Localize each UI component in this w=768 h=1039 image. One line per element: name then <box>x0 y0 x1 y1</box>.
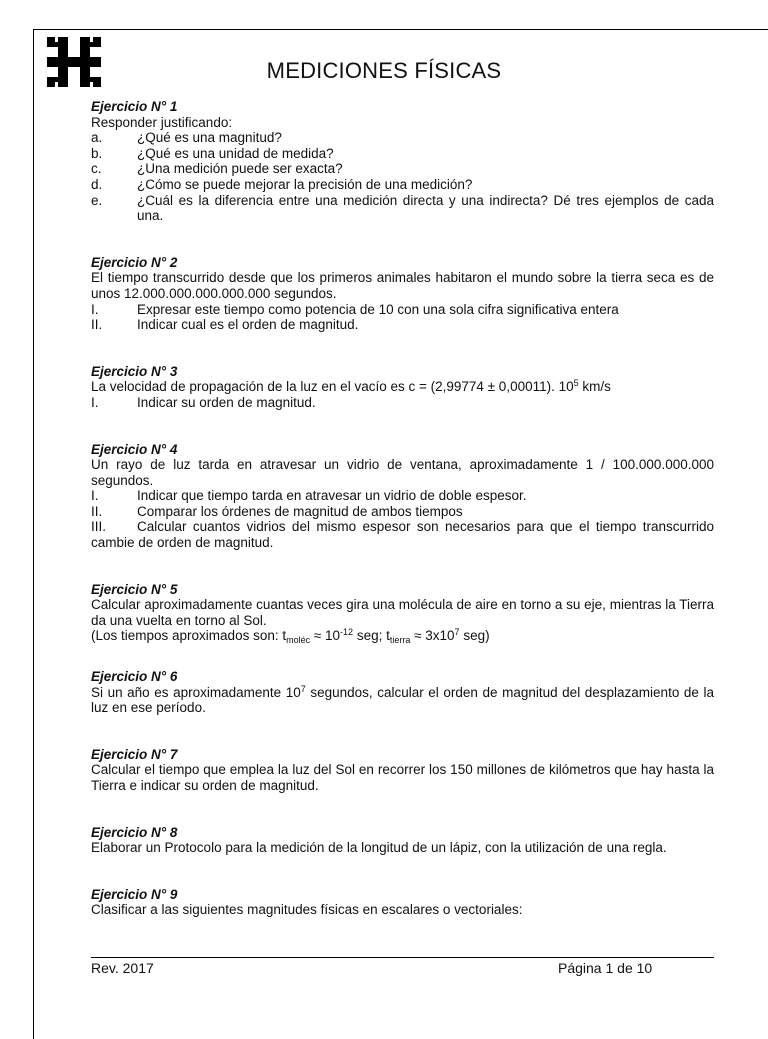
item-text: Indicar cual es el orden de magnitud. <box>137 317 359 333</box>
subscript: moléc <box>286 635 311 646</box>
exercise-2 <box>91 255 714 333</box>
exercise-8-title: Ejercicio N° 8 <box>91 824 178 840</box>
exponent: 5 <box>573 378 579 389</box>
item-text: ¿Una medición puede ser exacta? <box>137 161 343 177</box>
item-marker: II. <box>91 503 103 519</box>
exponent: 7 <box>300 683 306 694</box>
exponent: 7 <box>454 627 460 638</box>
text-part: Si un año es aproximadamente 10 <box>91 684 301 700</box>
text-part: seg; t <box>353 628 390 644</box>
item-marker: I. <box>91 488 99 504</box>
exercise-4-text: Un rayo de luz tarda en atravesar un vidrio de ventana, aproximadamente 1 / 100.000.000.000 segundos. <box>91 457 714 488</box>
item-marker: c. <box>91 161 102 177</box>
exercise-2-title: Ejercicio N° 2 <box>91 254 178 270</box>
list-item <box>91 177 714 193</box>
list-item <box>91 317 714 333</box>
item-text: Expresar este tiempo como potencia de 10 con una sola cifra significativa entera <box>137 301 619 317</box>
item-marker: III. <box>91 519 107 535</box>
item-marker: II. <box>91 317 103 333</box>
exercise-6-title: Ejercicio N° 6 <box>91 669 178 685</box>
text-part: km/s <box>578 379 611 395</box>
item-text: ¿Qué es una magnitud? <box>137 130 282 146</box>
list-item <box>91 161 714 177</box>
exercise-6 <box>91 669 714 716</box>
text-part: seg) <box>459 628 490 644</box>
exercise-1 <box>91 99 714 224</box>
exercise-3-title: Ejercicio N° 3 <box>91 363 178 379</box>
text-part: segundos, calcular el orden de magnitud del desplazamiento de la luz en ese período. <box>91 684 714 716</box>
exponent: -12 <box>340 627 354 638</box>
exercise-5-formula <box>91 628 714 644</box>
exercise-4 <box>91 442 714 551</box>
item-marker: b. <box>91 145 103 161</box>
text-part: (Los tiempos aproximados son: t <box>91 628 287 644</box>
footer-revision: Rev. 2017 <box>91 960 154 976</box>
item-text: Calcular cuantos vidrios del mismo espesor son necesarios para que el tiempo transcurrido cambie de orden de magnitud. <box>91 519 714 551</box>
list-item <box>91 193 714 224</box>
exercise-3-text <box>91 379 714 395</box>
page-title: MEDICIONES FÍSICAS <box>266 58 502 83</box>
exercise-7 <box>91 747 714 794</box>
item-marker: a. <box>91 130 103 146</box>
list-item <box>91 146 714 162</box>
exercise-9-title: Ejercicio N° 9 <box>91 886 178 902</box>
list-item <box>91 504 714 520</box>
item-text: Indicar su orden de magnitud. <box>137 394 316 410</box>
exercise-3 <box>91 364 714 411</box>
item-marker: I. <box>91 394 99 410</box>
exercise-5-title: Ejercicio N° 5 <box>91 581 178 597</box>
item-text: ¿Cuál es la diferencia entre una medición directa y una indirecta? Dé tres ejemplos de cada una. <box>137 192 714 224</box>
exercise-9-text: Clasificar a las siguientes magnitudes físicas en escalares o vectoriales: <box>91 902 523 918</box>
exercise-8 <box>91 825 714 856</box>
list-item <box>91 488 714 504</box>
exercise-5-text: Calcular aproximadamente cuantas veces gira una molécula de aire en torno a su eje, mientras la Tierra da una vuelta en torno al Sol. <box>91 597 714 628</box>
footer-divider <box>91 957 714 958</box>
text-part: ≈ 3x10 <box>410 628 455 644</box>
item-text: ¿Qué es una unidad de medida? <box>137 145 334 161</box>
exercise-6-text <box>91 685 714 716</box>
exercise-9 <box>91 887 714 918</box>
exercise-8-text: Elaborar un Protocolo para la medición de la longitud de un lápiz, con la utilización de una regla. <box>91 840 667 856</box>
document-body <box>91 99 714 918</box>
list-item <box>91 302 714 318</box>
text-part: La velocidad de propagación de la luz en el vacío es c = (2,99774 ± 0,00011). 10 <box>91 379 574 395</box>
exercise-2-text: El tiempo transcurrido desde que los primeros animales habitaron el mundo sobre la tierra seca es de unos 12.000.000.000.000.000 segundos. <box>91 270 714 301</box>
exercise-7-text: Calcular el tiempo que emplea la luz del Sol en recorrer los 150 millones de kilómetros que hay hasta la Tierra e indicar su orden de magnitud. <box>91 762 714 793</box>
list-item <box>91 519 714 550</box>
item-marker: e. <box>91 192 103 208</box>
footer-page-number: Página 1 de 10 <box>558 960 653 976</box>
item-text: Indicar que tiempo tarda en atravesar un vidrio de doble espesor. <box>137 488 527 504</box>
item-text: Comparar los órdenes de magnitud de ambos tiempos <box>137 503 463 519</box>
exercise-4-title: Ejercicio N° 4 <box>91 441 178 457</box>
list-item <box>91 130 714 146</box>
exercise-1-intro: Responder justificando: <box>91 114 233 130</box>
exercise-5 <box>91 582 714 644</box>
item-marker: d. <box>91 176 103 192</box>
exercise-1-title: Ejercicio N° 1 <box>91 99 178 114</box>
exercise-7-title: Ejercicio N° 7 <box>91 746 178 762</box>
item-text: ¿Cómo se puede mejorar la precisión de una medición? <box>137 176 473 192</box>
item-marker: I. <box>91 301 99 317</box>
text-part: ≈ 10 <box>310 628 341 644</box>
list-item <box>91 395 714 411</box>
subscript: tierra <box>389 635 411 646</box>
